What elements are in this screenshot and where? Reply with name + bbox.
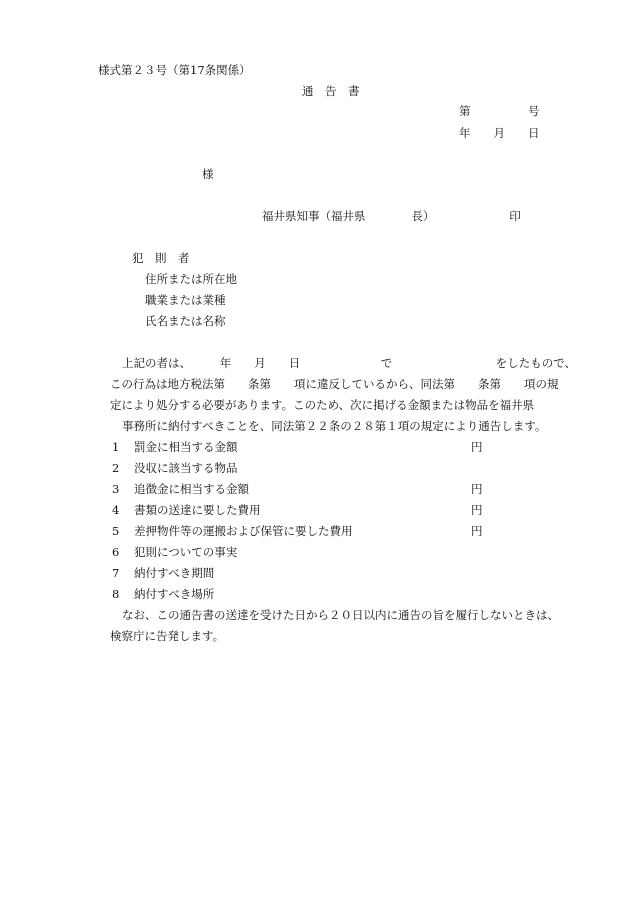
item-unit: 円 — [471, 524, 483, 538]
item-number: 6 — [112, 545, 120, 559]
item-number: 7 — [112, 566, 120, 580]
item-label: 犯則についての事実 — [134, 545, 238, 559]
offender-field-name: 氏名または名称 — [145, 314, 226, 328]
body-line-3: 定により処分する必要があります。このため、次に掲げる金額または物品を福井県 — [110, 398, 535, 412]
item-label: 納付すべき場所 — [134, 587, 215, 601]
item-label: 書類の送達に要した費用 — [134, 503, 261, 517]
item-unit: 円 — [471, 440, 483, 454]
offender-heading: 犯 則 者 — [132, 251, 190, 265]
document-title: 通 告 書 — [302, 84, 360, 98]
date-line: 年 月 日 — [459, 126, 540, 140]
item-label: 差押物件等の運搬および保管に要した費用 — [134, 524, 353, 538]
issuer-line: 福井県知事（福井県 長） 印 — [262, 209, 521, 223]
closing-line-1: なお、この通告書の送達を受けた日から２０日以内に通告の旨を履行しないときは、 — [122, 608, 559, 622]
body-line-4: 事務所に納付すべきことを、同法第２２条の２８第１項の規定により通告します。 — [122, 419, 547, 433]
item-number: 1 — [112, 440, 120, 454]
form-number: 様式第２３号（第17条関係） — [98, 63, 251, 77]
item-label: 納付すべき期間 — [134, 566, 215, 580]
item-number: 5 — [112, 524, 120, 538]
offender-field-occupation: 職業または業種 — [145, 293, 226, 307]
item-label: 罰金に相当する金額 — [134, 440, 238, 454]
item-number: 3 — [112, 482, 120, 496]
addressee-suffix: 様 — [202, 167, 214, 181]
item-label: 没収に該当する物品 — [134, 461, 238, 475]
item-unit: 円 — [471, 503, 483, 517]
body-line-1: 上記の者は、 年 月 日 で をしたもので、 — [122, 356, 577, 370]
offender-field-address: 住所または所在地 — [145, 272, 237, 286]
item-number: 4 — [112, 503, 120, 517]
document-number-line: 第 号 — [459, 104, 540, 118]
closing-line-2: 検察庁に告発します。 — [110, 629, 225, 643]
item-number: 2 — [112, 461, 120, 475]
item-number: 8 — [112, 587, 120, 601]
item-unit: 円 — [471, 482, 483, 496]
body-line-2: この行為は地方税法第 条第 項に違反しているから、同法第 条第 項の規 — [110, 377, 559, 391]
item-label: 追徴金に相当する金額 — [134, 482, 249, 496]
